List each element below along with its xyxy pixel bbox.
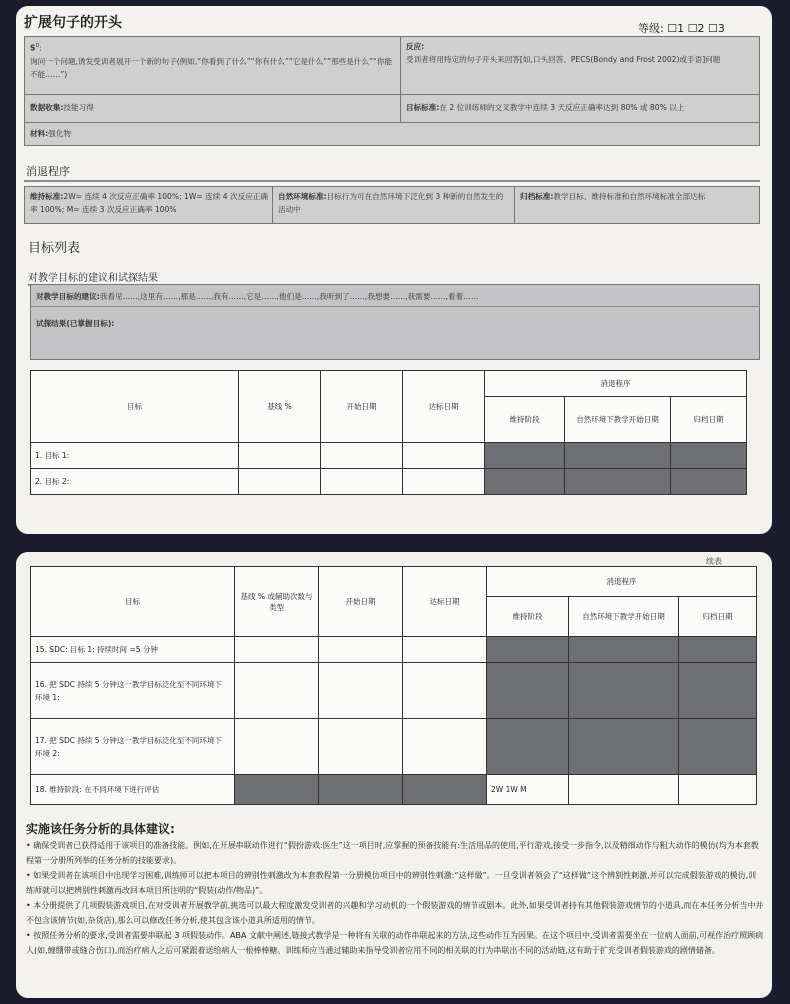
target-criteria-label: 目标标准: xyxy=(406,103,440,112)
row-target-label: 2. 目标 2: xyxy=(31,469,239,495)
materials-cell xyxy=(30,127,71,140)
target-criteria-cell xyxy=(406,101,756,114)
row-target-label: 16. 把 SDC 持续 5 分钟这一教学目标泛化至不同环境下 环境 1: xyxy=(31,663,235,719)
header-maintenance: 维持阶段 xyxy=(485,397,565,443)
sd-label: S xyxy=(30,43,36,53)
table-row xyxy=(31,775,757,805)
grade-label: 等级: xyxy=(638,22,664,35)
recommendations-list xyxy=(26,838,764,958)
row-target-label: 15. SDC: 目标 1: 持续时间 =5 分钟 xyxy=(31,637,235,663)
recommendations-title: 实施该任务分析的具体建议: xyxy=(26,822,175,836)
sd-cell: $S^D$: 询问一个问题,诱发受训者展开一个新的句子(例如,“你看到了什么”“你有什么”“它是什么”“那些是什么”“你能不能……”) xyxy=(30,43,393,79)
continued-label: 续表 xyxy=(706,557,722,566)
header-archive-date: 归档日期 xyxy=(679,597,757,637)
target-table xyxy=(30,370,747,495)
maintenance-criteria: 维持标准:2W= 连续 4 次反应正确率 100%; 1W= 连续 4 次反应正确率 100%; M= 连续 3 次反应正确率 100% xyxy=(30,192,268,214)
list-item: • 按照任务分析的要求,受训者需要串联起 3 项假装动作。ABA 文献中阐述,链接式教学是一种将有关联的动作串联起来的方法,这些动作互为因果。在这个项目中,受训者需要坐在一位病人面前,可视作治疗照顾病人(如,缠绷带或缝合伤口),而治疗病人之后可紧跟着送给病人一根棒棒糖。训练师应当通过辅助来指导受训者应用不同的相关联的行为串联出不同的活动链,这有助于扩充受训者假装游戏的剧情储备。 xyxy=(26,931,764,955)
list-item: • 如果受训者在该项目中出现学习困难,训练师可以把本项目的辨别性刺激改为本套教程第一分册模仿项目中的辨别性刺激:“这样做”。一旦受训者领会了“这样做”这个辨别性刺激,并可以完成假装游戏的模仿,训练师就可以把辨别性刺激再改回本项目所注明的“假装(动作/物品)”。 xyxy=(26,871,757,895)
row-target-label: 1. 目标 1: xyxy=(31,443,239,469)
header-natural-env: 自然环境下教学开始日期 xyxy=(569,597,679,637)
table-row xyxy=(31,469,747,495)
table-row xyxy=(31,443,747,469)
header-target: 目标 xyxy=(31,567,235,637)
header-mastery-date: 达标日期 xyxy=(403,567,487,637)
header-start-date: 开始日期 xyxy=(321,371,403,443)
row-target-label: 18. 维持阶段: 在不同环境下进行评估 xyxy=(31,775,235,805)
list-item: • 本分册提供了几项假装游戏项目,在对受训者开展教学前,挑选可以最大程度激发受训者的兴趣和学习动机的一个假装游戏的情节或剧本。此外,如果受训者持有其他假装游戏情节的小道具,而在本任务分析当中并不包含该情节(如,杂货店),那么可以修改任务分析,使其包含该小道具所适用的情节。 xyxy=(26,901,764,925)
continued-target-table xyxy=(30,566,757,805)
fading-title: 消退程序 xyxy=(26,165,70,178)
natural-env-criteria: 自然环境标准:目标行为可在自然环境下泛化到 3 种新的自然发生的活动中 xyxy=(278,192,504,214)
header-archive-date: 归档日期 xyxy=(671,397,747,443)
response-label: 反应: xyxy=(406,42,425,51)
header-start-date: 开始日期 xyxy=(319,567,403,637)
suggestion-title: 对教学目标的建议和试探结果 xyxy=(28,273,158,284)
archive-criteria: 归档标准:教学目标、维持标准和自然环境标准全部达标 xyxy=(520,192,706,201)
response-cell xyxy=(406,40,754,66)
grade-checkbox-3[interactable]: ☐ xyxy=(707,22,718,35)
header-fading: 消退程序 xyxy=(485,371,747,397)
page-title: 扩展句子的开头 xyxy=(24,15,122,31)
table-row xyxy=(31,663,757,719)
grade-option-2: 2 xyxy=(697,22,705,35)
response-text: 受训者将用特定的句子开头来回答[如,口头回答、PECS(Bondy and Frost 2002)或手语]问题 xyxy=(406,55,721,64)
worksheet-page-2 xyxy=(16,552,772,998)
probe-results-cell[interactable]: 试探结果(已掌握目标): xyxy=(36,319,115,328)
materials-label: 材料: xyxy=(30,129,49,138)
materials-text: 强化物 xyxy=(48,129,72,138)
suggestion-cell: 对教学目标的建议:我看见……,这里有……,那是……,我有……,它是……,他们是……,我听到了……,我想要……,我需要……,看着…… xyxy=(36,292,479,301)
table-row xyxy=(31,637,757,663)
header-baseline: 基线 % xyxy=(239,371,321,443)
header-natural-env: 自然环境下教学开始日期 xyxy=(565,397,671,443)
list-item: • 确保受训者已获得适用于该项目的准备技能。例如,在开展串联动作进行“假扮游戏:医生”这一项目时,应掌握的预备技能有:生活用品的使用,平行游戏,接受一步指令,以及精细动作与粗大动作的模仿(均为本套教程第一分册所列举的任务分析的技能要求)。 xyxy=(26,841,759,865)
header-target: 目标 xyxy=(31,371,239,443)
header-baseline-prompt: 基线 % 或辅助次数与类型 xyxy=(235,567,319,637)
grade-option-3: 3 xyxy=(717,22,725,35)
grade-checkbox-2[interactable]: ☐ xyxy=(687,22,698,35)
table-row xyxy=(31,719,757,775)
maintenance-codes[interactable]: 2W 1W M xyxy=(487,775,569,805)
header-mastery-date: 达标日期 xyxy=(403,371,485,443)
data-label: 数据收集: xyxy=(30,103,64,112)
target-criteria-text: 在 2 位训练师的交叉教学中连续 3 天反应正确率达到 80% 或 80% 以上 xyxy=(439,103,685,112)
header-maintenance: 维持阶段 xyxy=(487,597,569,637)
row-target-label: 17. 把 SDC 持续 5 分钟这一教学目标泛化至不同环境下 环境 2: xyxy=(31,719,235,775)
grade-option-1: 1 xyxy=(677,22,685,35)
target-list-title: 目标列表 xyxy=(28,241,81,256)
header-fading: 消退程序 xyxy=(487,567,757,597)
data-collection-cell xyxy=(30,101,94,114)
grade-checkbox-1[interactable]: ☐ xyxy=(667,22,678,35)
sd-text: 询问一个问题,诱发受训者展开一个新的句子(例如,“你看到了什么”“你有什么”“它是什么”“那些是什么”“你能不能……”) xyxy=(30,56,393,79)
worksheet-page-1 xyxy=(16,6,772,534)
data-text: 技能习得 xyxy=(63,103,94,112)
grade-selector xyxy=(638,20,725,36)
